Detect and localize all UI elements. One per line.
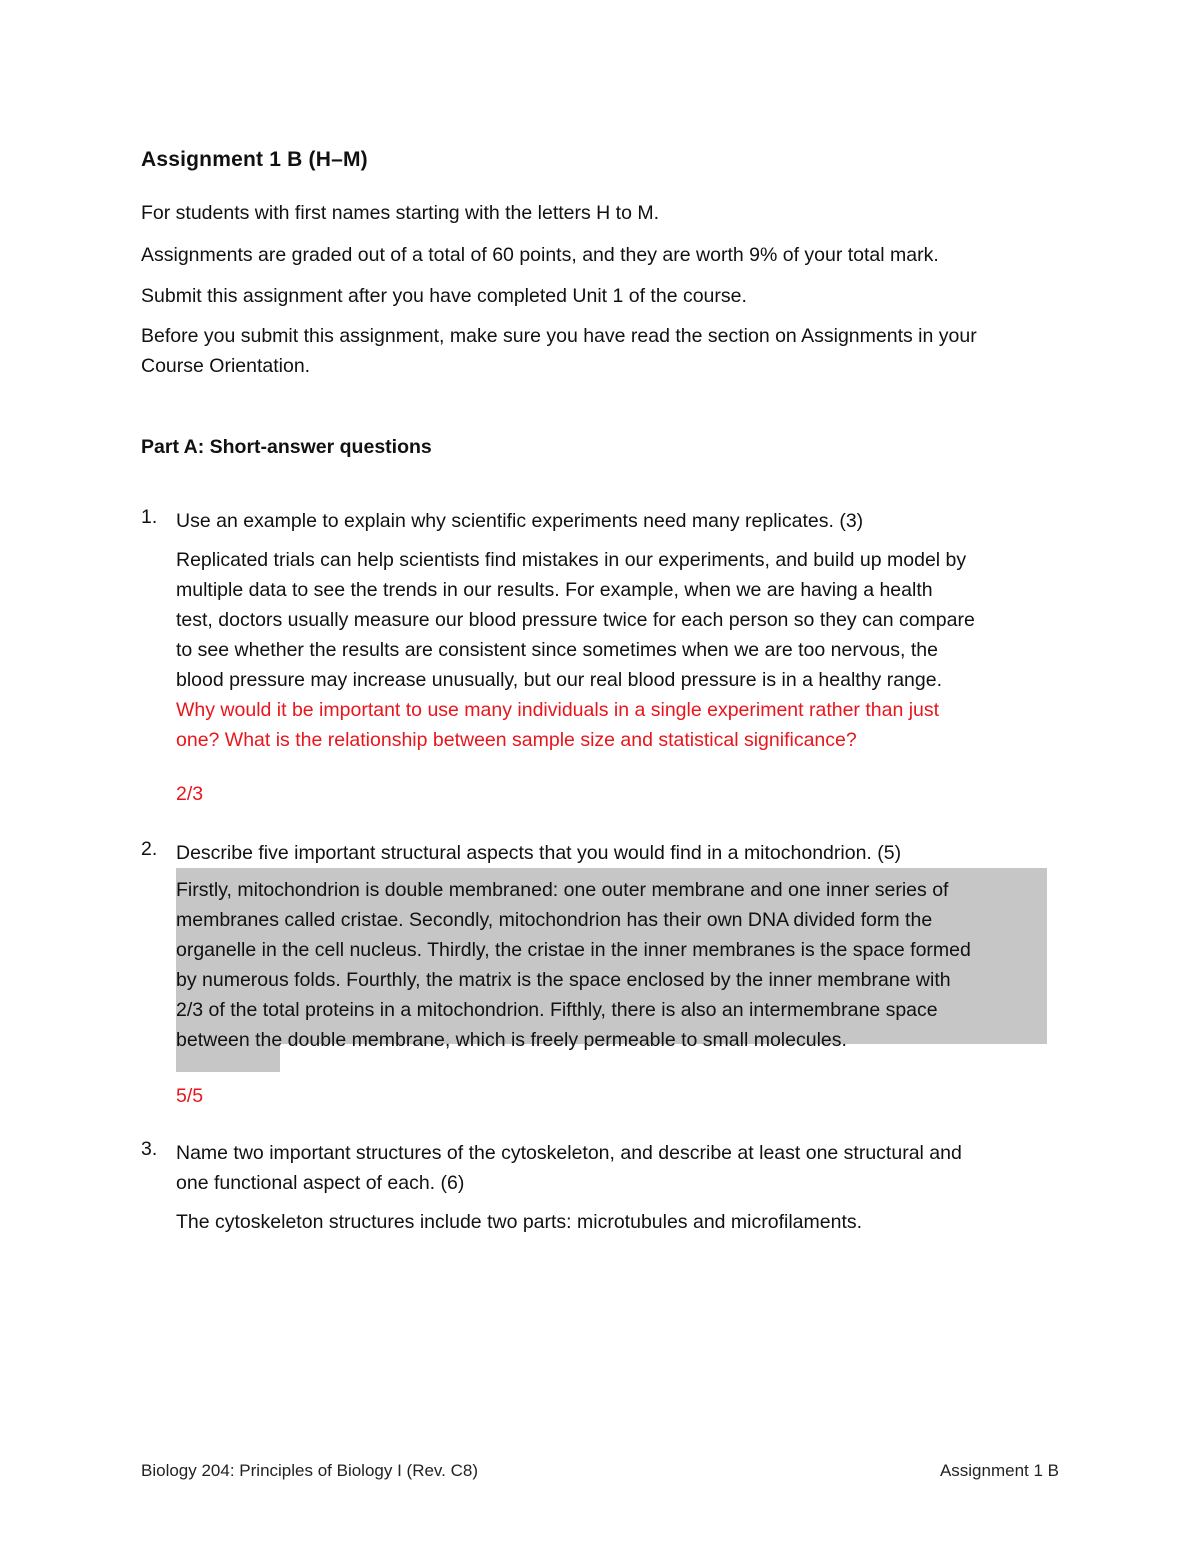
question-3-number: 3. — [141, 1138, 158, 1160]
answer-line: multiple data to see the trends in our results. For example, when we are having a health — [176, 579, 933, 601]
question-3-text-line-1: Name two important structures of the cytoskeleton, and describe at least one structural and — [176, 1142, 962, 1164]
question-1-score: 2/3 — [176, 783, 204, 805]
answer-line: 2/3 of the total proteins in a mitochondrion. Fifthly, there is also an intermembrane space — [176, 999, 938, 1021]
answer-line: The cytoskeleton structures include two parts: microtubules and microfilaments. — [176, 1211, 863, 1233]
question-1-answer — [176, 545, 975, 755]
question-2-score: 5/5 — [176, 1085, 204, 1107]
question-3-text-line-2: one functional aspect of each. (6) — [176, 1172, 465, 1194]
answer-line: by numerous folds. Fourthly, the matrix is the space enclosed by the inner membrane with — [176, 969, 951, 991]
answer-line: to see whether the results are consistent since sometimes when we are too nervous, the — [176, 639, 938, 661]
answer-line: membranes called cristae. Secondly, mitochondrion has their own DNA divided form the — [176, 909, 933, 931]
intro-line-5: Course Orientation. — [141, 355, 311, 377]
question-2-answer — [176, 875, 971, 1055]
answer-line: blood pressure may increase unusually, but our real blood pressure is in a healthy range. — [176, 669, 942, 691]
question-2-number: 2. — [141, 838, 158, 860]
feedback-line: Why would it be important to use many individuals in a single experiment rather than just — [176, 699, 940, 721]
answer-line: test, doctors usually measure our blood pressure twice for each person so they can compare — [176, 609, 975, 631]
question-3-answer — [176, 1207, 862, 1237]
question-1-number: 1. — [141, 506, 158, 528]
question-2-text: Describe five important structural aspects that you would find in a mitochondrion. (5) — [176, 842, 902, 864]
answer-highlight — [1000, 1013, 1037, 1043]
assignment-title: Assignment 1 B (H–M) — [141, 148, 368, 171]
part-a-heading: Part A: Short-answer questions — [141, 436, 432, 458]
answer-line: organelle in the cell nucleus. Thirdly, the cristae in the inner membranes is the space formed — [176, 939, 971, 961]
footer-assignment: Assignment 1 B — [939, 1461, 1059, 1480]
intro-line-2: Assignments are graded out of a total of 60 points, and they are worth 9% of your total mark. — [141, 244, 939, 266]
feedback-line: one? What is the relationship between sample size and statistical significance? — [176, 729, 857, 751]
intro-line-3: Submit this assignment after you have completed Unit 1 of the course. — [141, 285, 747, 307]
answer-line: between the double membrane, which is freely permeable to small molecules. — [176, 1029, 847, 1051]
answer-line: Firstly, mitochondrion is double membraned: one outer membrane and one inner series of — [176, 879, 949, 901]
intro-line-1: For students with first names starting with the letters H to M. — [141, 202, 660, 224]
footer-course: Biology 204: Principles of Biology I (Rev. C8) — [141, 1461, 479, 1480]
question-1-text: Use an example to explain why scientific experiments need many replicates. (3) — [176, 510, 864, 532]
intro-line-4: Before you submit this assignment, make sure you have read the section on Assignments in your — [141, 325, 977, 347]
answer-line: Replicated trials can help scientists find mistakes in our experiments, and build up model by — [176, 549, 967, 571]
